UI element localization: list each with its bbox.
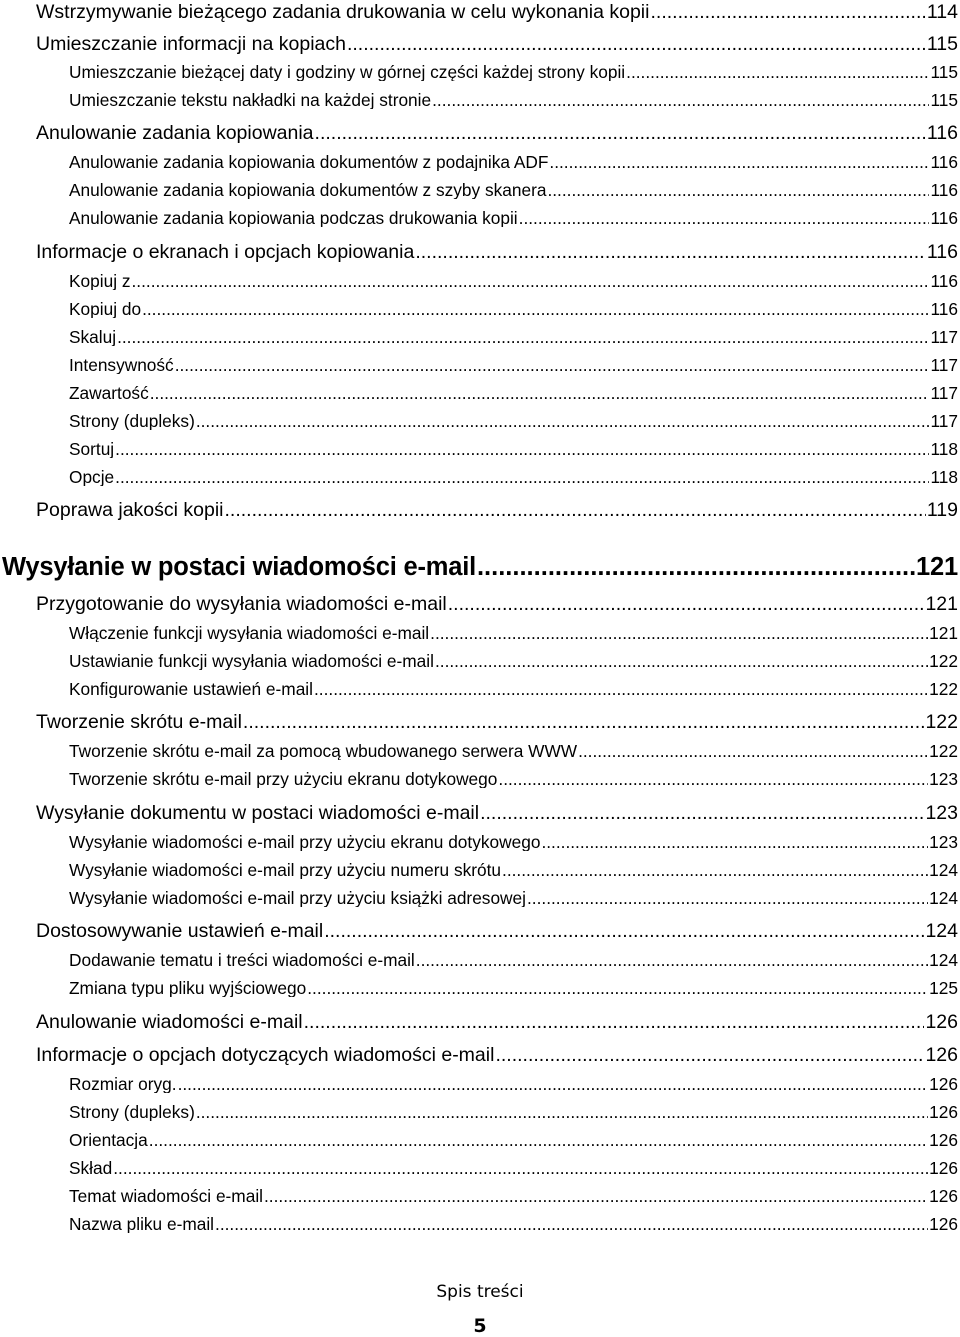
toc-entry[interactable] bbox=[69, 329, 958, 346]
toc-entry-page: 126 bbox=[925, 1013, 958, 1033]
toc-entry[interactable] bbox=[69, 743, 958, 760]
toc-entry-page: 117 bbox=[930, 357, 958, 375]
toc-entry[interactable] bbox=[69, 64, 958, 81]
toc-dot-leader bbox=[324, 922, 924, 942]
toc-entry-page: 122 bbox=[929, 653, 958, 671]
toc-entry-title: Włączenie funkcji wysyłania wiadomości e-mail bbox=[69, 625, 430, 643]
toc-entry-title: Skaluj bbox=[69, 329, 117, 347]
toc-dot-leader bbox=[149, 1132, 928, 1149]
toc-dot-leader bbox=[150, 385, 930, 402]
toc-entry-page: 124 bbox=[929, 890, 958, 908]
toc-entry-title: Wstrzymywanie bieżącego zadania drukowania w celu wykonania kopii bbox=[36, 3, 650, 23]
toc-entry-title: Anulowanie zadania kopiowania bbox=[36, 124, 314, 144]
toc-entry[interactable] bbox=[69, 210, 958, 227]
toc-dot-leader bbox=[519, 210, 930, 227]
toc-entry-page: 117 bbox=[930, 385, 958, 403]
toc-entry-title: Tworzenie skrótu e-mail bbox=[36, 713, 242, 733]
toc-entry-title: Strony (dupleks) bbox=[69, 413, 195, 431]
toc-entry-page: 126 bbox=[929, 1160, 958, 1178]
toc-entry-page: 123 bbox=[929, 834, 958, 852]
toc-dot-leader bbox=[650, 3, 925, 23]
toc-entry-title: Temat wiadomości e-mail bbox=[69, 1188, 263, 1206]
toc-dot-leader bbox=[314, 681, 928, 698]
toc-entry-title: Orientacja bbox=[69, 1132, 148, 1150]
toc-entry[interactable] bbox=[69, 1076, 958, 1093]
toc-dot-leader bbox=[527, 890, 928, 907]
toc-entry-title: Umieszczanie bieżącej daty i godziny w górnej części każdej strony kopii bbox=[69, 64, 626, 82]
toc-entry-title: Zmiana typu pliku wyjściowego bbox=[69, 980, 307, 998]
toc-entry-page: 126 bbox=[929, 1132, 958, 1150]
toc-entry-page: 122 bbox=[929, 743, 958, 761]
toc-dot-leader bbox=[178, 1076, 929, 1093]
toc-entry[interactable] bbox=[69, 952, 958, 969]
footer-section-label: Spis treści bbox=[436, 1282, 524, 1302]
toc-entry-page: 116 bbox=[930, 182, 958, 200]
toc-entry-title: Wysyłanie wiadomości e-mail przy użyciu ekranu dotykowego bbox=[69, 834, 541, 852]
toc-dot-leader bbox=[430, 625, 928, 642]
toc-dot-leader bbox=[225, 501, 926, 521]
toc-dot-leader bbox=[117, 329, 929, 346]
toc-dot-leader bbox=[307, 980, 928, 997]
toc-entry-page: 126 bbox=[929, 1188, 958, 1206]
toc-dot-leader bbox=[448, 595, 925, 615]
toc-entry-page: 121 bbox=[925, 595, 958, 615]
toc-entry[interactable] bbox=[69, 273, 958, 290]
toc-dot-leader bbox=[416, 952, 928, 969]
footer-page-number: 5 bbox=[473, 1315, 487, 1337]
toc-entry[interactable] bbox=[69, 301, 958, 318]
toc-dot-leader bbox=[175, 357, 930, 374]
toc-dot-leader bbox=[495, 1046, 924, 1066]
toc-entry[interactable] bbox=[36, 35, 958, 55]
toc-entry[interactable] bbox=[69, 469, 958, 486]
toc-entry-title: Anulowanie zadania kopiowania dokumentów z podajnika ADF bbox=[69, 154, 549, 172]
toc-entry-title: Nazwa pliku e-mail bbox=[69, 1216, 215, 1234]
toc-entry-title: Informacje o ekranach i opcjach kopiowania bbox=[36, 243, 415, 263]
toc-dot-leader bbox=[264, 1188, 928, 1205]
toc-entry-page: 124 bbox=[925, 922, 958, 942]
toc-entry[interactable] bbox=[69, 441, 958, 458]
toc-entry[interactable] bbox=[69, 1160, 958, 1177]
toc-entry[interactable] bbox=[69, 890, 958, 907]
toc-entry-page: 118 bbox=[930, 441, 958, 459]
toc-entry-title: Ustawianie funkcji wysyłania wiadomości e-mail bbox=[69, 653, 434, 671]
toc-entry-page: 123 bbox=[929, 771, 958, 789]
toc-entry-page: 117 bbox=[930, 329, 958, 347]
toc-entry-page: 118 bbox=[930, 469, 958, 487]
toc-dot-leader bbox=[541, 834, 928, 851]
toc-entry-page: 115 bbox=[930, 64, 958, 82]
toc-dot-leader bbox=[347, 35, 926, 55]
toc-entry-title: Intensywność bbox=[69, 357, 174, 375]
toc-entry[interactable] bbox=[36, 1013, 958, 1033]
toc-entry-page: 116 bbox=[926, 124, 958, 144]
toc-dot-leader bbox=[215, 1216, 928, 1233]
toc-entry-page: 126 bbox=[929, 1216, 958, 1234]
toc-entry-title: Konfigurowanie ustawień e-mail bbox=[69, 681, 313, 699]
toc-entry-title: Strony (dupleks) bbox=[69, 1104, 195, 1122]
toc-entry-page: 114 bbox=[926, 3, 958, 23]
toc-dot-leader bbox=[115, 441, 929, 458]
toc-entry-title: Anulowanie zadania kopiowania podczas drukowania kopii bbox=[69, 210, 518, 228]
toc-entry[interactable] bbox=[69, 92, 958, 109]
toc-entry[interactable] bbox=[69, 1216, 958, 1233]
toc-entry-title: Wysyłanie wiadomości e-mail przy użyciu numeru skrótu bbox=[69, 862, 502, 880]
toc-dot-leader bbox=[626, 64, 929, 81]
toc-entry-title: Skład bbox=[69, 1160, 113, 1178]
toc-dot-leader bbox=[243, 713, 925, 733]
toc-entry-title: Wysyłanie wiadomości e-mail przy użyciu książki adresowej bbox=[69, 890, 526, 908]
toc-entry-title: Anulowanie zadania kopiowania dokumentów z szyby skanera bbox=[69, 182, 547, 200]
toc-dot-leader bbox=[547, 182, 929, 199]
toc-dot-leader bbox=[480, 804, 924, 824]
toc-entry-title: Sortuj bbox=[69, 441, 115, 459]
toc-entry[interactable] bbox=[36, 1046, 958, 1066]
toc-entry[interactable] bbox=[69, 625, 958, 642]
toc-entry[interactable] bbox=[69, 1132, 958, 1149]
toc-entry-page: 126 bbox=[929, 1076, 958, 1094]
toc-entry-page: 116 bbox=[926, 243, 958, 263]
toc-entry[interactable] bbox=[36, 922, 958, 942]
toc-dot-leader bbox=[113, 1160, 928, 1177]
toc-entry-page: 116 bbox=[930, 301, 958, 319]
toc-entry-page: 121 bbox=[929, 625, 958, 643]
toc-entry[interactable] bbox=[69, 385, 958, 402]
toc-dot-leader bbox=[498, 771, 928, 788]
toc-entry[interactable] bbox=[69, 357, 958, 374]
toc-entry-page: 124 bbox=[929, 862, 958, 880]
toc-dot-leader bbox=[435, 653, 928, 670]
toc-dot-leader bbox=[578, 743, 928, 760]
toc-dot-leader bbox=[415, 243, 926, 263]
toc-dot-leader bbox=[549, 154, 929, 171]
toc-dot-leader bbox=[196, 1104, 928, 1121]
toc-entry-title: Dodawanie tematu i treści wiadomości e-mail bbox=[69, 952, 415, 970]
toc-entry[interactable] bbox=[69, 154, 958, 171]
toc-entry-page: 122 bbox=[925, 713, 958, 733]
toc-entry-title: Dostosowywanie ustawień e-mail bbox=[36, 922, 324, 942]
toc-entry-title: Przygotowanie do wysyłania wiadomości e-mail bbox=[36, 595, 447, 615]
toc-entry[interactable] bbox=[36, 713, 958, 733]
toc-entry-page: 115 bbox=[926, 35, 958, 55]
toc-entry-page: 116 bbox=[930, 273, 958, 291]
toc-entry[interactable] bbox=[69, 980, 958, 997]
toc-entry-title: Umieszczanie tekstu nakładki na każdej stronie bbox=[69, 92, 432, 110]
toc-entry-title: Rozmiar oryg. bbox=[69, 1076, 177, 1094]
toc-entry-page: 125 bbox=[929, 980, 958, 998]
toc-entry[interactable] bbox=[69, 413, 958, 430]
toc-entry[interactable] bbox=[69, 681, 958, 698]
toc-entry[interactable] bbox=[36, 243, 958, 263]
toc-entry-page: 115 bbox=[930, 92, 958, 110]
toc-dot-leader bbox=[131, 273, 929, 290]
toc-entry-title: Kopiuj z bbox=[69, 273, 131, 291]
toc-dot-leader bbox=[304, 1013, 925, 1033]
toc-dot-leader bbox=[315, 124, 926, 144]
toc-dot-leader bbox=[196, 413, 930, 430]
toc-dot-leader bbox=[142, 301, 929, 318]
toc-entry-title: Kopiuj do bbox=[69, 301, 142, 319]
toc-entry[interactable] bbox=[69, 653, 958, 670]
toc-dot-leader bbox=[502, 862, 928, 879]
toc-entry-page: 116 bbox=[930, 210, 958, 228]
toc-chapter-page: 121 bbox=[916, 555, 958, 581]
toc-entry[interactable] bbox=[36, 124, 958, 144]
toc-entry-page: 119 bbox=[926, 501, 958, 521]
toc-entry[interactable] bbox=[69, 182, 958, 199]
toc-entry-title: Opcje bbox=[69, 469, 115, 487]
toc-entry-page: 117 bbox=[930, 413, 958, 431]
toc-entry[interactable] bbox=[69, 862, 958, 879]
toc-chapter-title: Wysyłanie w postaci wiadomości e-mail bbox=[2, 555, 476, 581]
toc-entry-page: 124 bbox=[929, 952, 958, 970]
toc-entry[interactable] bbox=[69, 771, 958, 788]
toc-entry-page: 116 bbox=[930, 154, 958, 172]
toc-entry-page: 123 bbox=[925, 804, 958, 824]
toc-entry[interactable] bbox=[69, 1104, 958, 1121]
toc-entry-page: 122 bbox=[929, 681, 958, 699]
toc-entry[interactable] bbox=[36, 595, 958, 615]
toc-entry-page: 126 bbox=[929, 1104, 958, 1122]
toc-dot-leader bbox=[477, 555, 915, 581]
toc-entry-title: Tworzenie skrótu e-mail za pomocą wbudowanego serwera WWW bbox=[69, 743, 578, 761]
toc-entry[interactable] bbox=[36, 3, 958, 23]
toc-dot-leader bbox=[115, 469, 929, 486]
toc-entry-title: Zawartość bbox=[69, 385, 149, 403]
toc-entry-title: Wysyłanie dokumentu w postaci wiadomości e-mail bbox=[36, 804, 480, 824]
toc-dot-leader bbox=[432, 92, 929, 109]
toc-entry[interactable] bbox=[69, 834, 958, 851]
toc-entry[interactable] bbox=[36, 804, 958, 824]
toc-entry-title: Anulowanie wiadomości e-mail bbox=[36, 1013, 303, 1033]
toc-entry-title: Informacje o opcjach dotyczących wiadomości e-mail bbox=[36, 1046, 495, 1066]
toc-entry[interactable] bbox=[69, 1188, 958, 1205]
toc-entry-page: 126 bbox=[925, 1046, 958, 1066]
toc-entry-title: Poprawa jakości kopii bbox=[36, 501, 224, 521]
toc-entry[interactable] bbox=[36, 501, 958, 521]
toc-entry-title: Umieszczanie informacji na kopiach bbox=[36, 35, 346, 55]
toc-entry-title: Tworzenie skrótu e-mail przy użyciu ekranu dotykowego bbox=[69, 771, 498, 789]
toc-chapter-entry[interactable] bbox=[2, 555, 958, 581]
